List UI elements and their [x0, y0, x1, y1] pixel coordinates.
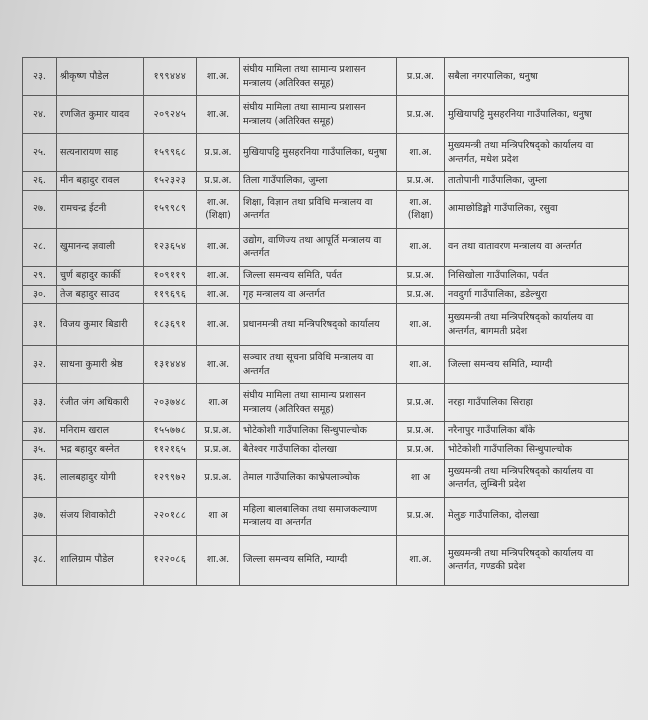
new-class-cell: प्र.प्र.अ. [397, 384, 445, 422]
new-class-cell: प्र.प्र.अ. [397, 96, 445, 134]
new-office-cell: मुख्यमन्त्री तथा मन्त्रिपरिषद्को कार्यालय वा अन्तर्गत, मधेश प्रदेश [445, 134, 629, 172]
table-row [23, 441, 629, 460]
employee-code-cell: ११२१६५ [144, 441, 197, 460]
serial-number-cell: २९. [23, 266, 57, 285]
employee-name-cell: चुर्ण बहादुर कार्की [57, 266, 144, 285]
current-class-cell: शा अ [197, 497, 240, 535]
employee-name-cell: सत्यनारायण साह [57, 134, 144, 172]
current-class-cell: प्र.प्र.अ. [197, 422, 240, 441]
current-office-cell: सञ्चार तथा सूचना प्रविधि मन्त्रालय वा अन्तर्गत [240, 346, 397, 384]
serial-number-cell: २७. [23, 190, 57, 228]
employee-code-cell: १२९९७२ [144, 459, 197, 497]
current-office-cell: संघीय मामिला तथा सामान्य प्रशासन मन्त्रालय (अतिरिक्त समूह) [240, 384, 397, 422]
employee-name-cell: खुमानन्द ज्ञवाली [57, 228, 144, 266]
employee-name-cell: रामचन्द्र ईटनी [57, 190, 144, 228]
employee-name-cell: साधना कुमारी श्रेष्ठ [57, 346, 144, 384]
employee-code-cell: २०९२४५ [144, 96, 197, 134]
current-office-cell: उद्योग, वाणिज्य तथा आपूर्ति मन्त्रालय वा अन्तर्गत [240, 228, 397, 266]
current-office-cell: गृह मन्त्रालय वा अन्तर्गत [240, 285, 397, 304]
current-class-cell: शा.अ. [197, 266, 240, 285]
serial-number-cell: ३३. [23, 384, 57, 422]
new-class-cell: प्र.प्र.अ. [397, 497, 445, 535]
table-row [23, 58, 629, 96]
new-class-cell: प्र.प्र.अ. [397, 172, 445, 191]
new-office-cell: नरैनापुर गाउँपालिका बाँके [445, 422, 629, 441]
new-office-cell: जिल्ला समन्वय समिति, म्याग्दी [445, 346, 629, 384]
current-office-cell: तेमाल गाउँपालिका काभ्रेपलाञ्चोक [240, 459, 397, 497]
new-office-cell: मुख्यमन्त्री तथा मन्त्रिपरिषद्को कार्यालय वा अन्तर्गत, लुम्बिनी प्रदेश [445, 459, 629, 497]
current-class-cell: प्र.प्र.अ. [197, 134, 240, 172]
new-office-cell: वन तथा वातावरण मन्त्रालय वा अन्तर्गत [445, 228, 629, 266]
new-office-cell: मुख्यमन्त्री तथा मन्त्रिपरिषद्को कार्यालय वा अन्तर्गत, बागमती प्रदेश [445, 304, 629, 346]
employee-name-cell: विजय कुमार बिडारी [57, 304, 144, 346]
serial-number-cell: २३. [23, 58, 57, 96]
employee-code-cell: १२३६५४ [144, 228, 197, 266]
employee-code-cell: १२२०८६ [144, 535, 197, 585]
new-class-cell: शा अ [397, 459, 445, 497]
serial-number-cell: ३१. [23, 304, 57, 346]
employee-code-cell: ११९६९६ [144, 285, 197, 304]
employee-name-cell: मीन बहादुर रावल [57, 172, 144, 191]
current-office-cell: प्रधानमन्त्री तथा मन्त्रिपरिषद्को कार्यालय [240, 304, 397, 346]
new-class-cell: प्र.प्र.अ. [397, 266, 445, 285]
new-class-cell: शा.अ. [397, 346, 445, 384]
table-row [23, 96, 629, 134]
table-row [23, 346, 629, 384]
table-row [23, 228, 629, 266]
serial-number-cell: २८. [23, 228, 57, 266]
employee-code-cell: १९९४४४ [144, 58, 197, 96]
new-office-cell: निसिखोला गाउँपालिका, पर्वत [445, 266, 629, 285]
current-office-cell: मुखियापट्टि मुसहरनिया गाउँपालिका, धनुषा [240, 134, 397, 172]
employee-name-cell: भद्र बहादुर बस्नेत [57, 441, 144, 460]
employee-name-cell: रणजित कुमार यादव [57, 96, 144, 134]
employee-code-cell: १३१४४४ [144, 346, 197, 384]
new-class-cell: प्र.प्र.अ. [397, 285, 445, 304]
current-class-cell: प्र.प्र.अ. [197, 172, 240, 191]
new-class-cell: शा.अ. [397, 535, 445, 585]
current-office-cell: जिल्ला समन्वय समिति, पर्वत [240, 266, 397, 285]
new-office-cell: नरहा गाउँपालिका सिराहा [445, 384, 629, 422]
new-office-cell: आमाछोडिङ्मो गाउँपालिका, रसुवा [445, 190, 629, 228]
new-office-cell: तातोपानी गाउँपालिका, जुम्ला [445, 172, 629, 191]
current-office-cell: जिल्ला समन्वय समिति, म्याग्दी [240, 535, 397, 585]
serial-number-cell: ३४. [23, 422, 57, 441]
table-row [23, 535, 629, 585]
current-class-cell: शा.अ. [197, 304, 240, 346]
current-class-cell: शा.अ. [197, 96, 240, 134]
current-class-cell: शा.अ. (शिक्षा) [197, 190, 240, 228]
table-row [23, 172, 629, 191]
current-office-cell: संघीय मामिला तथा सामान्य प्रशासन मन्त्रालय (अतिरिक्त समूह) [240, 58, 397, 96]
new-office-cell: सबैला नगरपालिका, धनुषा [445, 58, 629, 96]
employee-code-cell: १८३६९१ [144, 304, 197, 346]
new-class-cell: प्र.प्र.अ. [397, 422, 445, 441]
new-class-cell: शा.अ. [397, 228, 445, 266]
employee-code-cell: १५९९८९ [144, 190, 197, 228]
current-class-cell: शा.अ. [197, 58, 240, 96]
current-office-cell: भोटेकोशी गाउँपालिका सिन्धुपाल्चोक [240, 422, 397, 441]
new-class-cell: शा.अ. [397, 134, 445, 172]
current-office-cell: तिला गाउँपालिका, जुम्ला [240, 172, 397, 191]
employee-name-cell: शालिग्राम पौडेल [57, 535, 144, 585]
new-office-cell: मुखियापट्टि मुसहरनिया गाउँपालिका, धनुषा [445, 96, 629, 134]
new-class-cell: शा.अ. [397, 304, 445, 346]
employee-code-cell: १०९११९ [144, 266, 197, 285]
current-office-cell: महिला बालबालिका तथा समाजकल्याण मन्त्रालय वा अन्तर्गत [240, 497, 397, 535]
serial-number-cell: २५. [23, 134, 57, 172]
employee-code-cell: १५५७७८ [144, 422, 197, 441]
serial-number-cell: ३५. [23, 441, 57, 460]
employee-name-cell: श्रीकृष्ण पौडेल [57, 58, 144, 96]
employee-name-cell: लालबहादुर योगी [57, 459, 144, 497]
current-class-cell: प्र.प्र.अ. [197, 459, 240, 497]
new-class-cell: प्र.प्र.अ. [397, 441, 445, 460]
employee-code-cell: २२०१८८ [144, 497, 197, 535]
current-office-cell: बैतेश्वर गाउँपालिका दोलखा [240, 441, 397, 460]
employee-name-cell: मनिराम खराल [57, 422, 144, 441]
serial-number-cell: ३२. [23, 346, 57, 384]
serial-number-cell: २६. [23, 172, 57, 191]
new-office-cell: मुख्यमन्त्री तथा मन्त्रिपरिषद्को कार्यालय वा अन्तर्गत, गण्डकी प्रदेश [445, 535, 629, 585]
table-row [23, 422, 629, 441]
current-class-cell: प्र.प्र.अ. [197, 441, 240, 460]
current-class-cell: शा.अ. [197, 346, 240, 384]
table-row [23, 285, 629, 304]
table-row [23, 459, 629, 497]
table-row [23, 190, 629, 228]
current-class-cell: शा.अ. [197, 228, 240, 266]
current-class-cell: शा.अ. [197, 535, 240, 585]
serial-number-cell: ३०. [23, 285, 57, 304]
table-row [23, 266, 629, 285]
new-class-cell: प्र.प्र.अ. [397, 58, 445, 96]
new-office-cell: नवदुर्गा गाउँपालिका, डडेल्धुरा [445, 285, 629, 304]
serial-number-cell: २४. [23, 96, 57, 134]
table-row [23, 304, 629, 346]
table-row [23, 497, 629, 535]
current-class-cell: शा.अ. [197, 285, 240, 304]
employee-name-cell: संजय शिवाकोटी [57, 497, 144, 535]
serial-number-cell: ३७. [23, 497, 57, 535]
employee-name-cell: रंजीत जंग अधिकारी [57, 384, 144, 422]
employee-code-cell: १५२३२३ [144, 172, 197, 191]
current-office-cell: शिक्षा, विज्ञान तथा प्रविधि मन्त्रालय वा अन्तर्गत [240, 190, 397, 228]
new-class-cell: शा.अ. (शिक्षा) [397, 190, 445, 228]
employee-name-cell: तेज बहादुर साउद [57, 285, 144, 304]
employee-code-cell: १५९९६८ [144, 134, 197, 172]
serial-number-cell: ३६. [23, 459, 57, 497]
current-class-cell: शा.अ [197, 384, 240, 422]
serial-number-cell: ३८. [23, 535, 57, 585]
transfer-table [22, 57, 629, 586]
table-row [23, 384, 629, 422]
table-body [23, 58, 629, 586]
employee-code-cell: २०३७४८ [144, 384, 197, 422]
current-office-cell: संघीय मामिला तथा सामान्य प्रशासन मन्त्रालय (अतिरिक्त समूह) [240, 96, 397, 134]
table-row [23, 134, 629, 172]
new-office-cell: मेलुङ गाउँपालिका, दोलखा [445, 497, 629, 535]
new-office-cell: भोटेकोशी गाउँपालिका सिन्धुपाल्चोक [445, 441, 629, 460]
